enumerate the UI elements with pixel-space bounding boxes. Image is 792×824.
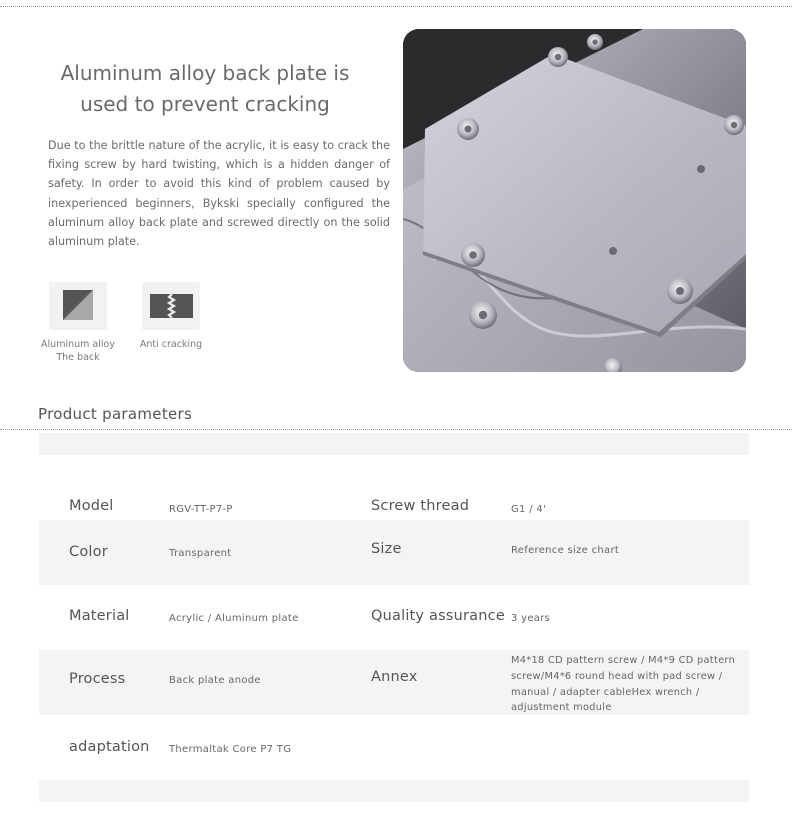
param-key: Size	[371, 541, 402, 557]
table-row	[39, 715, 749, 780]
aluminum-plate-icon	[49, 282, 107, 330]
param-value: G1 / 4'	[511, 504, 547, 515]
feature-label-aluminum	[38, 338, 118, 364]
param-value: RGV-TT-P7-P	[169, 504, 233, 515]
top-divider	[0, 6, 792, 7]
headline-line-2: used to prevent cracking	[80, 92, 330, 116]
feature-aluminum-plate	[38, 282, 118, 364]
product-photo	[403, 29, 746, 372]
param-value: Acrylic / Aluminum plate	[169, 613, 299, 624]
param-key: Process	[69, 671, 126, 687]
parameters-table	[39, 433, 749, 802]
section-divider	[0, 429, 792, 430]
table-row	[39, 520, 749, 585]
param-value: Thermaltak Core P7 TG	[169, 744, 292, 755]
headline-line-1: Aluminum alloy back plate is	[60, 61, 350, 85]
section-title: Product parameters	[38, 405, 193, 423]
label-line-2: The back	[56, 352, 100, 363]
param-key: Screw thread	[371, 498, 470, 514]
param-value: 3 years	[511, 613, 551, 624]
param-value: Transparent	[169, 548, 232, 559]
feature-anti-cracking	[131, 282, 211, 351]
anti-cracking-icon	[142, 282, 200, 330]
table-row	[39, 585, 749, 650]
feature-headline	[40, 58, 370, 120]
table-spacer-top	[39, 433, 749, 455]
param-key: Color	[69, 544, 108, 560]
table-row	[39, 455, 749, 520]
table-spacer-bottom	[39, 780, 749, 802]
table-row	[39, 650, 749, 715]
param-key: Annex	[371, 669, 418, 685]
label-line-1: Anti cracking	[139, 339, 203, 350]
param-value: Reference size chart	[511, 545, 620, 556]
label-line-1: Aluminum alloy	[41, 339, 115, 350]
param-value: Back plate anode	[169, 675, 261, 686]
feature-label-anti-cracking	[131, 338, 211, 351]
param-value: M4*18 CD pattern screw / M4*9 CD pattern screw/M4*6 round head with pad screw / manual / adapter cableHex wrench / adjustment module	[511, 655, 736, 714]
param-key: Model	[69, 498, 114, 514]
param-key: Quality assurance	[371, 608, 505, 624]
param-key: adaptation	[69, 739, 150, 755]
param-key: Material	[69, 608, 130, 624]
feature-description: Due to the brittle nature of the acrylic, it is easy to crack the fixing screw by hard twisting, which is a hidden danger of safety. In order to avoid this kind of problem caused by inexperienced beginners, Bykski specially configured the aluminum alloy back plate and screwed directly on the solid aluminum plate.	[48, 139, 390, 249]
